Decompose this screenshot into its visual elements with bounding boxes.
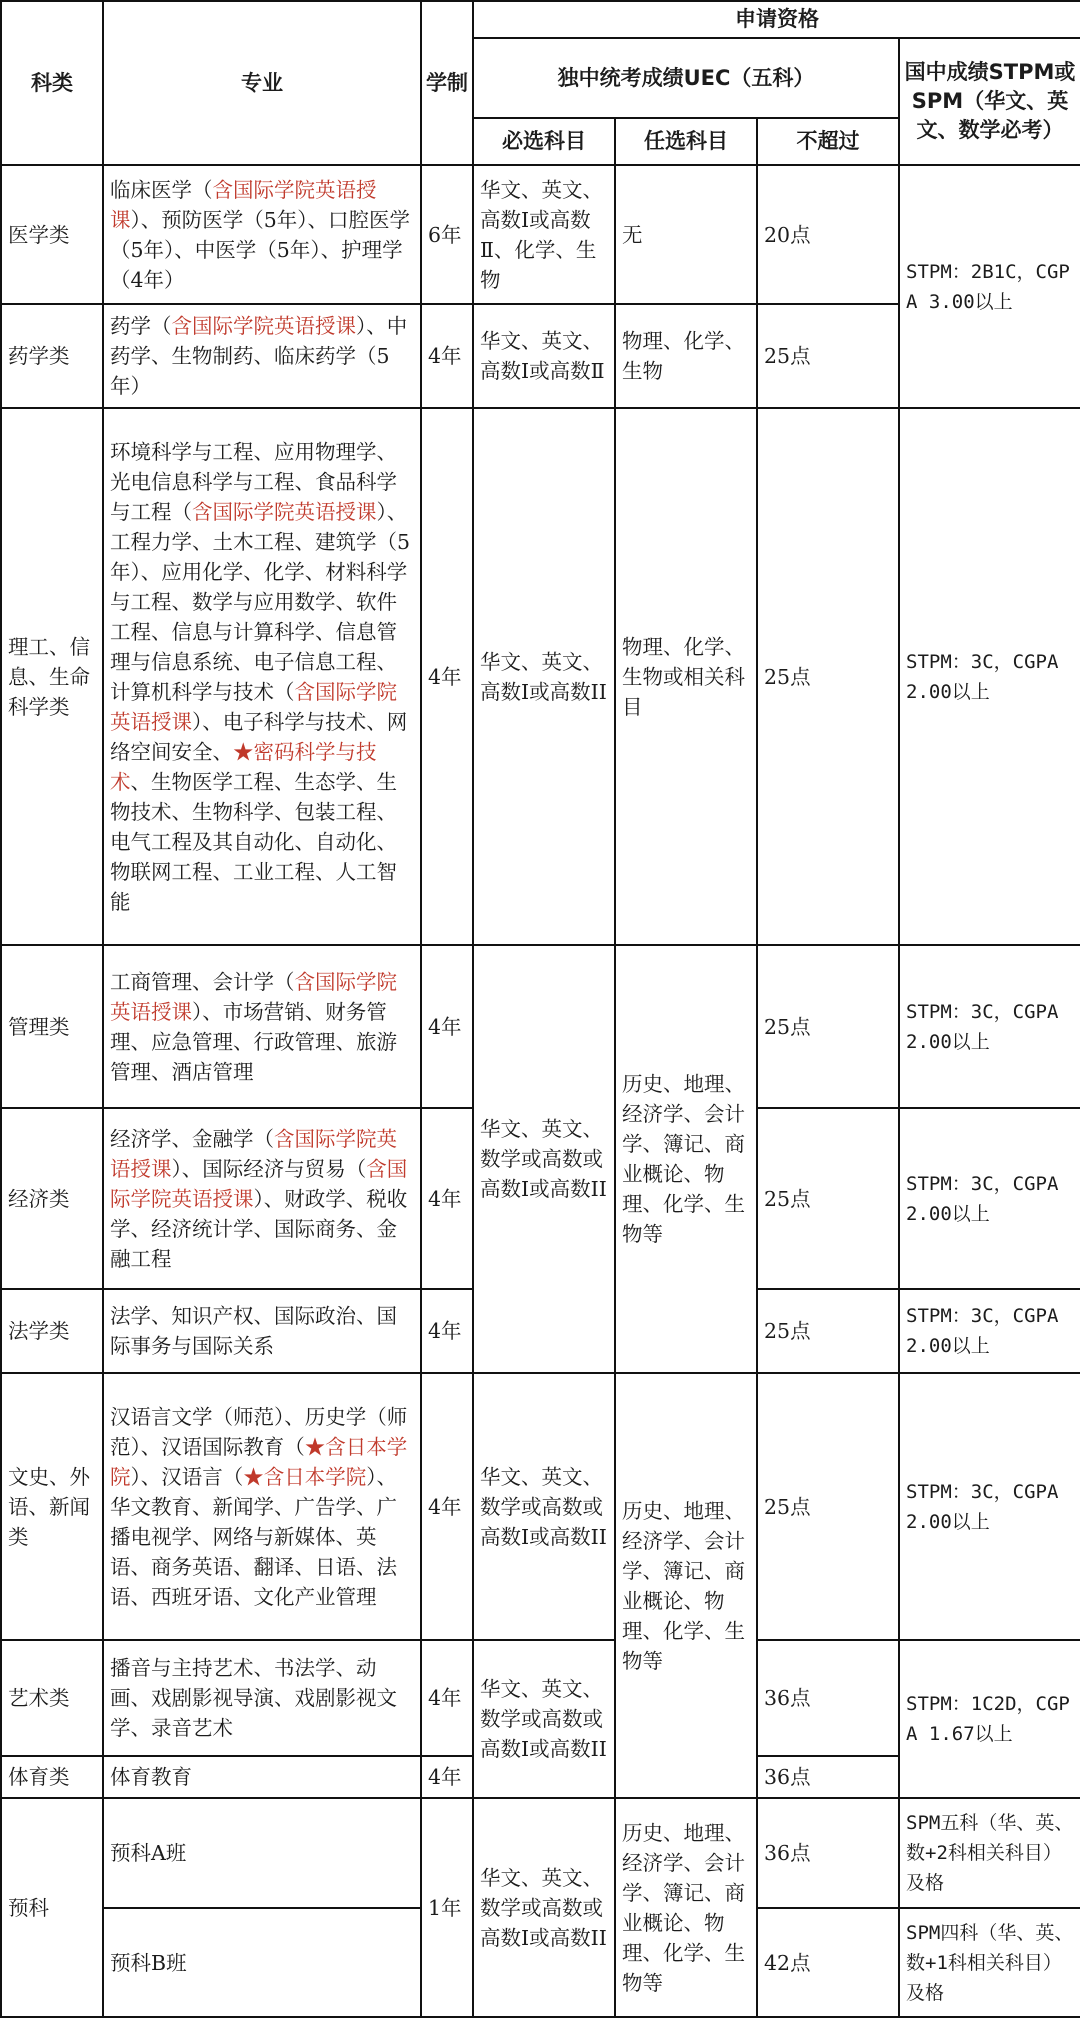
max-points-cell: 25点 (757, 1108, 899, 1289)
major-text: ）、市场营销、财务管理、应急管理、行政管理、旅游管理、酒店管理 (110, 999, 397, 1084)
header-required: 必选科目 (473, 118, 615, 165)
max-points-cell: 20点 (757, 165, 899, 304)
major-cell (103, 165, 421, 304)
stpm-cell: STPM：3C，CGPA 2.00以上 (899, 1108, 1080, 1289)
duration-cell: 4年 (421, 408, 473, 945)
major-cell (103, 945, 421, 1108)
required-cell: 华文、英文、高数Ⅰ或高数II (473, 408, 615, 945)
duration-cell: 4年 (421, 1108, 473, 1289)
duration-cell: 4年 (421, 1756, 473, 1798)
elective-cell: 历史、地理、经济学、会计学、簿记、商业概论、物理、化学、生物等 (615, 945, 757, 1373)
table-row (1, 1373, 1080, 1640)
major-cell (103, 1908, 421, 2017)
category-cell: 经济类 (1, 1108, 103, 1289)
elective-cell: 物理、化学、生物 (615, 304, 757, 408)
major-text: ）、国际经济与贸易（ (171, 1156, 367, 1181)
table-row (1, 408, 1080, 945)
max-points-cell: 25点 (757, 945, 899, 1108)
major-text: ）、电子科学与技术、网络空间安全、 (110, 709, 408, 764)
highlight-note: 含国际学院英语授课 (110, 1156, 408, 1211)
major-text: ）、财政学、税收学、经济统计学、国际商务、金融工程 (110, 1186, 408, 1271)
stpm-cell: STPM：3C，CGPA 2.00以上 (899, 1289, 1080, 1373)
category-cell: 艺术类 (1, 1640, 103, 1756)
category-cell: 理工、信息、生命科学类 (1, 408, 103, 945)
duration-cell: 6年 (421, 165, 473, 304)
required-cell: 华文、英文、数学或高数或高数I或高数II (473, 1798, 615, 2017)
required-cell: 华文、英文、高数I或高数Ⅱ、化学、生物 (473, 165, 615, 304)
highlight-note: 含国际学院英语授课 (110, 1126, 397, 1181)
duration-cell: 4年 (421, 1373, 473, 1640)
stpm-cell: SPM五科（华、英、数+2科相关科目）及格 (899, 1798, 1080, 1908)
major-text: 汉语言文学（师范）、历史学（师范）、汉语国际教育（ (110, 1404, 408, 1459)
major-cell (103, 1373, 421, 1640)
max-points-cell: 25点 (757, 1373, 899, 1640)
table-row (1, 165, 1080, 304)
major-text: 播音与主持艺术、书法学、动画、戏剧影视导演、戏剧影视文学、录音艺术 (110, 1656, 397, 1740)
stpm-cell: SPM四科（华、英、数+1科相关科目）及格 (899, 1908, 1080, 2017)
max-points-cell: 36点 (757, 1798, 899, 1908)
max-points-cell: 36点 (757, 1640, 899, 1756)
stpm-cell: STPM：3C，CGPA 2.00以上 (899, 945, 1080, 1108)
stpm-cell: STPM：2B1C，CGPA 3.00以上 (899, 165, 1080, 408)
major-text: ）、工程力学、土木工程、建筑学（5年）、应用化学、化学、材料科学与工程、数学与应用数学、软件工程、信息与计算科学、信息管理与信息系统、电子信息工程、计算机科学与技术（ (110, 499, 411, 704)
major-text: ）、汉语言（ (130, 1464, 244, 1489)
highlight-note: 含国际学院英语授课 (110, 177, 377, 232)
duration-cell: 4年 (421, 304, 473, 408)
table-row (1, 945, 1080, 1108)
duration-cell: 4年 (421, 945, 473, 1108)
major-text: ）、预防医学（5年）、口腔医学（5年）、中医学（5年）、护理学（4年） (110, 207, 411, 292)
highlight-note: 含国际学院英语授课 (171, 314, 356, 338)
required-cell: 华文、英文、数学或高数或高数I或高数II (473, 945, 615, 1373)
stpm-cell: STPM：1C2D，CGPA 1.67以上 (899, 1640, 1080, 1798)
highlight-note: ★含日本学院 (243, 1464, 367, 1489)
header-duration: 学制 (421, 1, 473, 165)
required-cell: 华文、英文、数学或高数或高数I或高数II (473, 1640, 615, 1798)
elective-cell: 历史、地理、经济学、会计学、簿记、商业概论、物理、化学、生物等 (615, 1373, 757, 1798)
major-text: 预科B班 (110, 1950, 187, 1975)
elective-cell: 历史、地理、经济学、会计学、簿记、商业概论、物理、化学、生物等 (615, 1798, 757, 2017)
major-cell (103, 1108, 421, 1289)
major-text: 、生物医学工程、生态学、生物技术、生物科学、包装工程、电气工程及其自动化、自动化、物联网工程、工业工程、人工智能 (110, 769, 397, 914)
major-text: ）、华文教育、新闻学、广告学、广播电视学、网络与新媒体、英语、商务英语、翻译、日语、法语、西班牙语、文化产业管理 (110, 1464, 397, 1609)
major-text: ）、中药学、生物制药、临床药学（5年） (110, 314, 408, 398)
major-text: 临床医学（ (110, 177, 213, 202)
highlight-note: ★含日本学院 (110, 1434, 408, 1489)
elective-cell: 无 (615, 165, 757, 304)
duration-cell: 4年 (421, 1289, 473, 1373)
major-text: 法学、知识产权、国际政治、国际事务与国际关系 (110, 1304, 397, 1358)
category-cell: 预科 (1, 1798, 103, 2017)
duration-cell: 4年 (421, 1640, 473, 1756)
category-cell: 文史、外语、新闻类 (1, 1373, 103, 1640)
max-points-cell: 36点 (757, 1756, 899, 1798)
max-points-cell: 25点 (757, 304, 899, 408)
max-points-cell: 25点 (757, 1289, 899, 1373)
max-points-cell: 42点 (757, 1908, 899, 2017)
major-text: 环境科学与工程、应用物理学、光电信息科学与工程、食品科学与工程（ (110, 439, 397, 524)
header-major: 专业 (103, 1, 421, 165)
max-points-cell: 25点 (757, 408, 899, 945)
stpm-cell: STPM：3C，CGPA 2.00以上 (899, 1373, 1080, 1640)
category-cell: 医学类 (1, 165, 103, 304)
header-uec: 独中统考成绩UEC（五科） (473, 38, 899, 118)
table-row (1, 1640, 1080, 1756)
major-text: 工商管理、会计学（ (110, 969, 295, 994)
highlight-note: 含国际学院英语授课 (110, 969, 397, 1024)
major-text: 经济学、金融学（ (110, 1126, 274, 1151)
major-cell (103, 1798, 421, 1908)
category-cell: 体育类 (1, 1756, 103, 1798)
elective-cell: 物理、化学、生物或相关科目 (615, 408, 757, 945)
header-max-points: 不超过 (757, 118, 899, 165)
required-cell: 华文、英文、高数I或高数Ⅱ (473, 304, 615, 408)
major-cell (103, 1289, 421, 1373)
table-row (1, 1798, 1080, 1908)
major-cell (103, 408, 421, 945)
highlight-note: 含国际学院英语授课 (110, 679, 397, 734)
category-cell: 药学类 (1, 304, 103, 408)
stpm-cell: STPM：3C，CGPA 2.00以上 (899, 408, 1080, 945)
required-cell: 华文、英文、数学或高数或高数I或高数II (473, 1373, 615, 1640)
major-text: 药学（ (110, 314, 172, 338)
header-category: 科类 (1, 1, 103, 165)
category-cell: 管理类 (1, 945, 103, 1108)
category-cell: 法学类 (1, 1289, 103, 1373)
major-text: 体育教育 (110, 1765, 192, 1789)
header-local: 国中成绩STPM或SPM（华文、英文、数学必考） (899, 38, 1080, 165)
header-eligibility: 申请资格 (473, 1, 1080, 38)
duration-cell: 1年 (421, 1798, 473, 2017)
major-text: 预科A班 (110, 1841, 187, 1865)
highlight-note: 含国际学院英语授课 (192, 499, 377, 524)
highlight-note: ★密码科学与技术 (110, 739, 377, 794)
header-elective: 任选科目 (615, 118, 757, 165)
major-cell (103, 1756, 421, 1798)
major-cell (103, 1640, 421, 1756)
major-cell (103, 304, 421, 408)
